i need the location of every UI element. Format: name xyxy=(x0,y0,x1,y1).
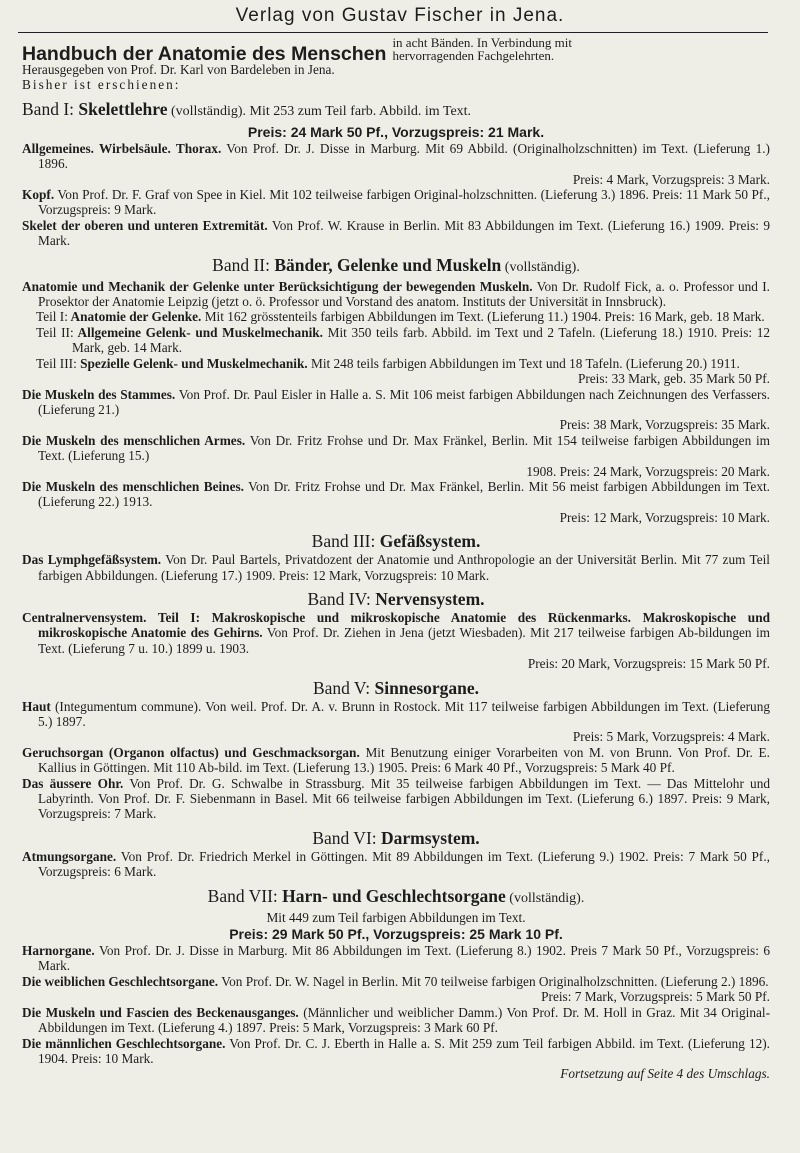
band-1-entry-price: Preis: 4 Mark, Vorzugspreis: 3 Mark. xyxy=(572,171,770,187)
band-2-part: Teil II: Allgemeine Gelenk- und Muskelmechanik. Mit 350 teils farb. Abbild. im Text und 2 Tafeln. (Lieferung 18.) 1910. Preis: 12 Mark, geb. 14 Mark. xyxy=(36,324,770,356)
band-7-entry: Harnorgane. Von Prof. Dr. J. Disse in Marburg. Mit 86 Abbildungen im Text. (Lieferung 8.) 1902. Preis 7 Mark 50 Pf., Vorzugspreis: 6 Mark. xyxy=(22,943,770,974)
band-1-price: Preis: 24 Mark 50 Pf., Vorzugspreis: 21 Mark. xyxy=(247,123,545,140)
band-2-entry-price: 1908. Preis: 24 Mark, Vorzugspreis: 20 Mark. xyxy=(526,463,770,479)
band-2-entry-price: Preis: 12 Mark, Vorzugspreis: 10 Mark. xyxy=(559,509,770,525)
band-7-entry: Die männlichen Geschlechtsorgane. Von Prof. Dr. C. J. Eberth in Halle a. S. Mit 259 zum Teil farbigen Abbild. im Text. (Lieferung 12). 1904. Preis: 10 Mark. xyxy=(22,1035,770,1066)
band-5-entry: Das äussere Ohr. Von Prof. Dr. G. Schwalbe in Strassburg. Mit 35 teilweise farbigen Abbildungen im Text. — Das Mittelohr und Labyrinth. Von Prof. Dr. F. Siebenmann in Basel. Mit 66 teilweise farbigen Abbildungen im Text. (Lieferung 6.) 1897. Preis: 9 Mark, Vorzugspreis: 7 Mark. xyxy=(22,775,770,822)
band-1-entry: Skelet der oberen und unteren Extremität. Von Prof. W. Krause in Berlin. Mit 83 Abbildungen im Text. (Lieferung 16.) 1909. Preis: 9 Mark. xyxy=(22,217,770,249)
appeared-line: Bisher ist erschienen: xyxy=(22,77,181,93)
handbook-title-row xyxy=(22,35,770,65)
band-3-entry: Das Lymphgefäßsystem. Von Dr. Paul Bartels, Privatdozent der Anatomie und Anthropologie an der Universität Berlin. Mit 77 zum Teil farbigen Abbildungen. (Lieferung 17.) 1909. Preis: 12 Mark, Vorzugspreis: 10 Mark. xyxy=(22,552,771,583)
band-2-intro: Anatomie und Mechanik der Gelenke unter Berücksichtigung der bewegenden Muskeln. Von Dr. Rudolf Fick, a. o. Professor und I. Prosektor der Anatomie Leipzig (jetzt o. ö. Professor und Vorstand des anatom. Instituts der Universität in Innsbruck). xyxy=(22,278,770,310)
editor-line: Herausgegeben von Prof. Dr. Karl von Bardeleben in Jena. xyxy=(22,62,335,77)
band-1-heading: Band I: Skelettlehre (vollständig). Mit 253 zum Teil farb. Abbild. im Text. xyxy=(22,98,472,119)
band-7-heading: Band VII: Harn- und Geschlechtsorgane (vollständig). xyxy=(207,885,585,906)
band-7-entry: Die Muskeln und Fascien des Beckenausganges. (Männlicher und weiblicher Damm.) Von Prof. Dr. M. Holl in Graz. Mit 34 Original-Abbildungen im Text. (Lieferung 4.) 1897. Preis: 5 Mark, Vorzugspreis: 3 Mark 60 Pf. xyxy=(22,1004,770,1036)
band-7-price: Preis: 29 Mark 50 Pf., Vorzugspreis: 25 Mark 10 Pf. xyxy=(229,926,563,943)
band-5-entry-price: Preis: 5 Mark, Vorzugspreis: 4 Mark. xyxy=(572,729,770,745)
band-2-part: Teil III: Spezielle Gelenk- und Muskelmechanik. Mit 248 teils farbigen Abbildungen im Text und 18 Tafeln. (Lieferung 20.) 1911. xyxy=(36,355,740,371)
band-2-entry: Die Muskeln des Stammes. Von Prof. Dr. Paul Eisler in Halle a. S. Mit 106 meist farbigen Abbildungen nach Zeichnungen des Verfassers. (Lieferung 21.) xyxy=(22,386,770,417)
catalog-content xyxy=(22,36,770,1082)
band-1-entry: Kopf. Von Prof. Dr. F. Graf von Spee in Kiel. Mit 102 teilweise farbigen Original-holzschnitten. (Lieferung 3.) 1896. Preis: 11 Mark 50 Pf., Vorzugspreis: 9 Mark. xyxy=(22,187,770,218)
publisher-line: Verlag von Gustav Fischer in Jena. xyxy=(235,5,565,26)
band-2-entry-price: Preis: 38 Mark, Vorzugspreis: 35 Mark. xyxy=(559,417,770,433)
handbook-title-note: in acht Bänden. In Verbindung mit hervorragenden Fachgelehrten. xyxy=(392,35,572,63)
band-2-entry: Die Muskeln des menschlichen Armes. Von Dr. Fritz Frohse und Dr. Max Fränkel, Berlin. Mit 154 teilweise farbigen Abbildungen im Text. (Lieferung 15.) xyxy=(22,432,770,464)
band-4-entry: Centralnervensystem. Teil I: Makroskopische und mikroskopische Anatomie des Rückenmarks. Makroskopische und mikroskopische Anatomie des Gehirns. Von Prof. Dr. Ziehen in Jena (jetzt Wiesbaden). Mit 217 teilweise farbigen Ab-bildungen im Text. (Lieferung 7 u. 10.) 1899 u. 1903. xyxy=(22,609,770,656)
continuation-note: Fortsetzung auf Seite 4 des Umschlags. xyxy=(560,1066,770,1082)
band-2-entry: Die Muskeln des menschlichen Beines. Von Dr. Fritz Frohse und Dr. Max Fränkel, Berlin. Mit 56 meist farbigen Abbildungen im Text. (Lieferung 22.) 1913. xyxy=(22,478,770,510)
band-2-part-price: Preis: 33 Mark, geb. 35 Mark 50 Pf. xyxy=(577,371,770,387)
band-1-entry: Allgemeines. Wirbelsäule. Thorax. Von Prof. Dr. J. Disse in Marburg. Mit 69 Abbild. (Originalholzschnitten) im Text. (Lieferung 1.) 1896. xyxy=(22,140,770,172)
handbook-title: Handbuch der Anatomie des Menschen xyxy=(22,42,387,65)
band-5-entry: Geruchsorgan (Organon olfactus) und Geschmacksorgan. Mit Benutzung einiger Vorarbeiten von M. von Brunn. Von Prof. Dr. E. Kallius in Göttingen. Mit 110 Ab-bild. im Text. (Lieferung 13.) 1905. Preis: 6 Mark 40 Pf., Vorzugspreis: 5 Mark 40 Pf. xyxy=(22,744,770,776)
band-2-part: Teil I: Anatomie der Gelenke. Mit 162 grösstenteils farbigen Abbildungen im Text. (Lieferung 11.) 1904. Preis: 16 Mark, geb. 18 Mark. xyxy=(36,309,765,325)
band-7-entry-price: Preis: 7 Mark, Vorzugspreis: 5 Mark 50 Pf. xyxy=(541,989,770,1005)
band-7-subline: Mit 449 zum Teil farbigen Abbildungen im Text. xyxy=(266,909,526,925)
band-5-entry: Haut (Integumentum commune). Von weil. Prof. Dr. A. v. Brunn in Rostock. Mit 117 teilweise farbigen Abbildungen im Text. (Lieferung 5.) 1897. xyxy=(22,698,770,729)
band-5-heading: Band V: Sinnesorgane. xyxy=(312,677,480,698)
band-4-heading: Band IV: Nervensystem. xyxy=(307,588,485,609)
band-6-heading: Band VI: Darmsystem. xyxy=(312,827,480,848)
band-6-entry: Atmungsorgane. Von Prof. Dr. Friedrich Merkel in Göttingen. Mit 89 Abbildungen im Text. (Lieferung 9.) 1902. Preis: 7 Mark 50 Pf., Vorzugspreis: 6 Mark. xyxy=(22,848,770,880)
header-rule xyxy=(18,32,768,33)
band-2-heading: Band II: Bänder, Gelenke und Muskeln (vollständig). xyxy=(212,254,580,275)
band-7-entry: Die weiblichen Geschlechtsorgane. Von Prof. Dr. W. Nagel in Berlin. Mit 70 teilweise farbigen Originalholzschnitten. (Lieferung 2.) 1896. xyxy=(22,973,769,989)
band-3-heading: Band III: Gefäßsystem. xyxy=(311,531,481,552)
band-4-entry-price: Preis: 20 Mark, Vorzugspreis: 15 Mark 50 Pf. xyxy=(527,656,770,672)
